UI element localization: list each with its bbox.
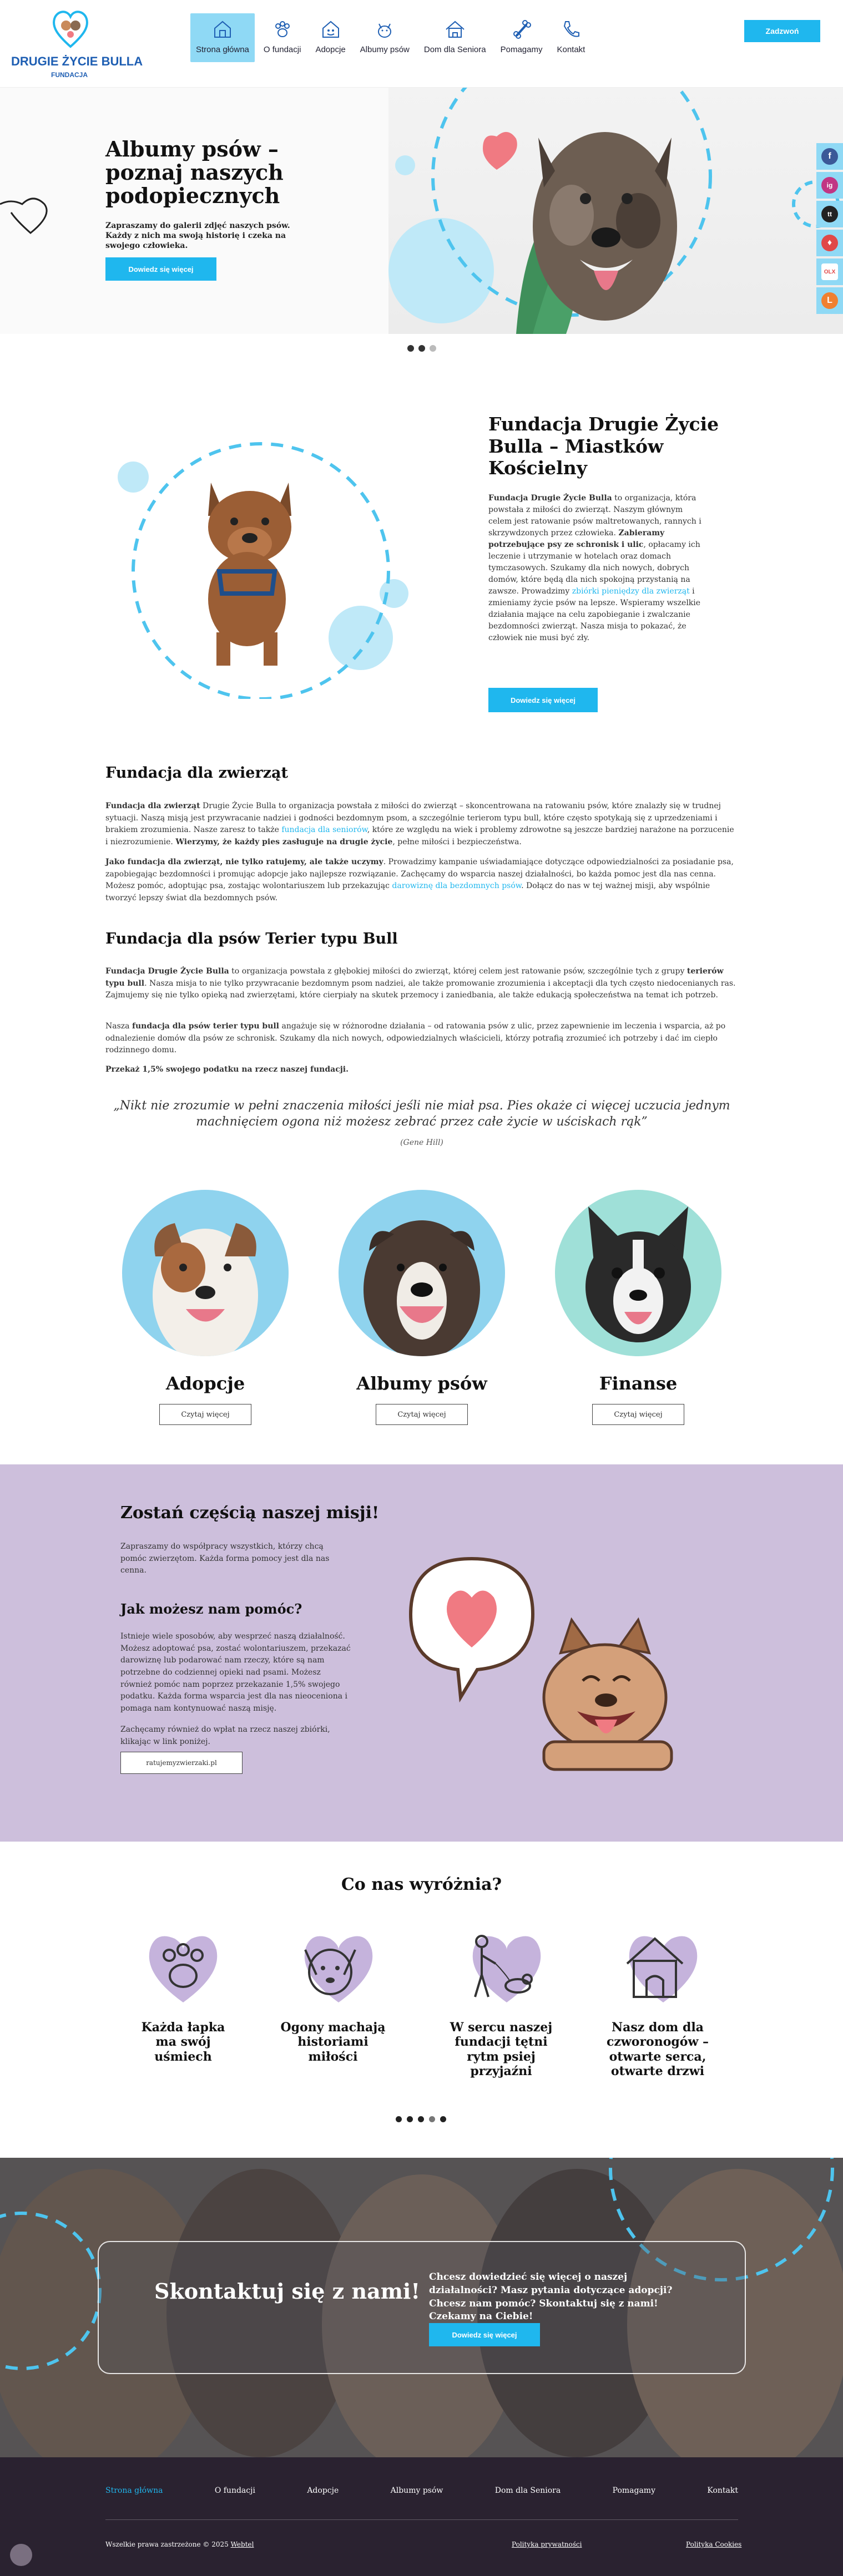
about-text-part: , opłacamy ich leczenie i utrzymanie w hotelach oraz domach tymczasowych. Szukamy dla nich nowych, dobrych domów, które będą dla nich spokojną przystanią na zawsze. Prowadzimy [488,540,700,596]
hero-title: Albumy psów – poznaj naszych podopiecznych [105,136,284,208]
card-title: Adopcje [165,1373,245,1394]
phone-icon [560,18,582,40]
footer-nav [105,2486,738,2495]
nav-home[interactable] [190,13,255,62]
hero-dog-photo [388,88,843,334]
copyright-text: Wszelkie prawa zastrzeżone © 2025 [105,2540,231,2548]
text-bold: Jako fundacja dla zwierząt, nie tylko ratujemy, ale także uczymy [105,858,383,866]
dog-photo-2 [339,1190,505,1356]
text-part: , pełne miłości i bezpieczeństwa. [392,838,522,847]
footer-nav-home[interactable]: Strona główna [105,2486,163,2495]
contact-box [98,2241,746,2374]
slider-dot[interactable] [440,2116,446,2122]
hero-text: Zapraszamy do galerii zdjęć naszych psów. Każdy z nich ma swoją historię i czeka na swojego człowieka. [105,221,290,251]
card-finances [555,1190,721,1428]
terrier-paragraph-1 [105,966,738,1002]
footer-nav-help[interactable]: Pomagamy [612,2486,655,2495]
feature-item [280,1925,386,2064]
nav-label: Albumy psów [360,45,410,54]
card-adoptions [122,1190,289,1428]
fundraiser-button[interactable] [816,230,843,256]
footer-divider [105,2519,738,2520]
nav-label: Adopcje [315,45,346,54]
about-title: Fundacja Drugie Życie Bulla – Miastków Kościelny [488,413,719,479]
walking-dog-heart-icon [454,1925,548,2008]
dog-heart-illustration [400,1553,677,1786]
seniors-link[interactable]: fundacja dla seniorów [281,825,367,835]
cookies-policy-link[interactable]: Polityka Cookies [686,2540,742,2548]
animals-title: Fundacja dla zwierząt [105,764,288,782]
slider-dot[interactable] [407,345,414,352]
support-button[interactable]: Zadzwoń [744,20,820,42]
olx-button[interactable] [816,258,843,285]
features-slider-dots [396,2116,446,2122]
text-part: angażuje się w różnorodne działania – od ratowania psów z ulic, przez zapewnienie im leczenia i wsparcia, aż po odnalezienie domów dla psów ze schronisk. Szukamy dla nich nowych, odpowiedzialnych właścicieli, którzy potrafią zrozumieć ich potrzeby i dać im ciepło rodzinnego domu. [105,1022,726,1055]
about-bold: Fundacja Drugie Życie Bulla [488,494,612,503]
mission-intro: Zapraszamy do współpracy wszystkich, którzy chcą pomóc zwierzętom. Każda forma pomocy jest dla nas cenna. [120,1542,330,1575]
feature-image [610,1925,705,2008]
mission-help-text: Istnieje wiele sposobów, aby wesprzeć naszą działalność. Możesz adoptować psa, zostać wolontariuszem, przekazać darowiznę lub podarować nam rzeczy, które są nam potrzebne do codziennej opieki nad psami. Możesz również pomóc nam poprzez przekazanie 1,5% swojego podatku. Każda forma wsparcia jest dla nas nieoceniona i pomaga nam kontynuować naszą misję. [120,1632,351,1713]
hero-text-panel [0,88,388,334]
about-dog-art [105,433,416,699]
logo[interactable] [11,6,143,83]
card-photo [122,1190,289,1356]
quote-text: „Nikt nie zrozumie w pełni znaczenia miłości jeśli nie miał psa. Pies okaże ci więcej uczucia jednym machnięciem ogona niż możesz zebrać przez całe życie w uściskach rąk” [113,1099,730,1129]
text-bold: terierów typu bull [105,967,724,988]
card-title: Albumy psów [356,1373,487,1394]
footer-nav-adoptions[interactable]: Adopcje [307,2486,339,2495]
text-bold: Fundacja dla zwierząt [105,802,200,810]
logo-subtitle: FUNDACJA [51,71,88,79]
copyright [105,2540,254,2548]
slider-dot[interactable] [418,2116,424,2122]
terrier-paragraph-2 [105,1021,738,1057]
card-title: Finanse [599,1373,678,1394]
paw-heart-icon [136,1925,230,2008]
mission-subtitle: Jak możesz nam pomóc? [120,1601,302,1617]
text-part: . Dołącz do nas w tej ważnej misji, aby wspólnie tworzyć lepszy świat dla bezdomnych psów. [105,881,710,903]
house-icon [444,18,466,40]
text-bold: Fundacja Drugie Życie Bulla [105,967,229,976]
fundraiser-button[interactable]: ratujemyzwierzaki.pl [120,1752,243,1774]
text-part: to organizacja powstała z głębokiej miłości do zwierząt, której celem jest ratowanie psów, szczególnie tych z grupy [229,967,687,976]
tax-note: Przekaż 1,5% swojego podatku na rzecz naszej fundacji. [105,1065,349,1074]
mission-fundraiser-text: Zachęcamy również do wpłat na rzecz naszej zbiórki, klikając w link poniżej. [120,1725,330,1746]
bone-icon [511,18,533,40]
feature-image [286,1925,380,2008]
speech-heart-dog-art [400,1553,677,1786]
feature-item [448,1925,554,2079]
feature-image [454,1925,548,2008]
animals-paragraph-1 [105,800,738,849]
cookie-settings-icon[interactable] [10,2544,32,2566]
tiktok-button[interactable] [816,201,843,227]
dog-heart-icon [286,1925,380,2008]
logo-heart-icon [51,6,90,50]
feature-title: Nasz dom dla czworonogów – otwarte serca, otwarte drzwi [606,2020,709,2079]
instagram-button[interactable] [816,172,843,199]
mission-section [0,1464,843,1842]
contact-text: Chcesz dowiedzieć się więcej o naszej działalności? Masz pytania dotyczące adopcji? Chcesz nam pomóc? Skontaktuj się z nami! Czekamy na Ciebie! [429,2271,673,2323]
instagram-icon: ig [821,177,838,194]
animals-paragraph-2 [105,856,738,905]
about-cta-button[interactable]: Dowiedz się więcej [488,688,598,712]
site-header [0,0,843,88]
about-text-part: i zmieniamy życie psów na lepsze. Wspieramy wszelkie działania mające na celu zapobieganie i zwalczanie bezdomności zwierząt. Nasza misja to pokazać, że człowiek nie musi być zły. [488,587,701,642]
text-bold: Wierzymy, że każdy pies zasługuje na drugie życie [175,838,393,847]
features-title: Co nas wyróżnia? [341,1875,502,1894]
webtel-link[interactable]: Webtel [230,2540,254,2548]
linktree-button[interactable] [816,287,843,314]
about-dog-illustration [105,433,416,699]
text-part: Drugie Życie Bulla to organizacja powstała z miłości do zwierząt – skoncentrowana na ratowaniu psów, które znalazły się w trudnej sytuacji. Naszą misją jest przywracanie nadziei i godności bezdomnym psom, a szczególnie terierom typu bull, które często spotykają się z uprzedzeniami i brakiem zrozumienia. Nasze zaresz to także [105,802,721,835]
dog-house-heart-icon [610,1925,705,2008]
read-more-button[interactable]: Czytaj więcej [592,1404,684,1425]
dog-face-icon [373,18,396,40]
card-albums [339,1190,505,1428]
fundraiser-link[interactable]: zbiórki pieniędzy dla zwierząt [572,587,690,596]
dog-photo-3 [555,1190,721,1356]
hero-illustration [388,88,843,334]
nav-label: O fundacji [263,45,301,54]
about-bold: Zabieramy potrzebujące psy ze schronisk i ulic [488,529,665,549]
text-part: . Nasza misja to nie tylko przywracanie bezdomnym psom nadziei, ale także promowanie zrozumienia i akceptacji dla tych często niedocenianych ras. Zajmujemy się nie tylko opieką nad zwierzętami, które cierpiały na skutek przemocy i zaniedbania, ale także edukacją społeczeństwa na temat ich potrzeb. [105,978,736,1000]
nav-label: Strona główna [196,45,249,54]
site-footer [0,2457,843,2576]
card-photo [339,1190,505,1356]
facebook-icon: f [821,148,838,165]
nav-adoptions[interactable] [310,13,351,62]
slider-dot[interactable] [429,2116,435,2122]
nav-help[interactable] [495,13,548,62]
feature-image [136,1925,230,2008]
contact-cta-button[interactable]: Dowiedz się więcej [429,2323,540,2346]
facebook-button[interactable] [816,143,843,170]
home-icon [211,18,234,40]
text-part: Nasza [105,1022,132,1031]
read-more-button[interactable]: Czytaj więcej [159,1404,251,1425]
nav-label: Kontakt [557,45,585,54]
tiktok-icon: tt [821,206,838,222]
nav-about[interactable] [258,13,307,62]
mission-title: Zostań częścią naszej misji! [120,1503,380,1523]
link-icon: L [821,292,838,309]
slider-dot[interactable] [430,345,436,352]
hero-slider-dots [407,345,436,352]
olx-icon: OLX [821,263,838,280]
drop-icon: ♦ [821,235,838,251]
donation-link[interactable]: darowiznę dla bezdomnych psów [392,881,522,891]
main-nav [190,13,590,62]
nav-label: Dom dla Seniora [423,45,486,54]
footer-nav-about[interactable]: O fundacji [214,2486,255,2495]
slider-dot[interactable] [418,345,425,352]
slider-dot[interactable] [407,2116,413,2122]
social-sidebar [816,143,843,314]
slider-dot[interactable] [396,2116,402,2122]
text-part: . Prowadzimy kampanie uświadamiające dotyczące odpowiedzialności za posiadanie psa, zapobiegając bezdomności i promując adopcje jako najlepsze rozwiązanie. Zachęcamy do wsparcia naszej działalności, bo każda pomoc jest dla nas cenna. Możesz pomóc, adoptując psa, zostając wolontariuszem lub przekazując [105,858,734,891]
about-text-part: to organizacja, która powstała z miłości do zwierząt. Naszym głównym celem jest ratowanie psów maltretowanych, rannych i skrzywdzonych przez człowieka. [488,494,701,537]
footer-nav-senior-home[interactable]: Dom dla Seniora [494,2486,561,2495]
feature-item [130,1925,236,2064]
read-more-button[interactable]: Czytaj więcej [376,1404,468,1425]
text-part: , które ze względu na wiek i problemy zdrowotne są jeszcze bardziej narażone na porzucenie i niezrozumienie. [105,825,734,847]
nav-albums[interactable] [355,13,415,62]
feature-item [605,1925,710,2079]
feature-title: Każda łapka ma swój uśmiech [141,2020,225,2064]
footer-nav-albums[interactable]: Albumy psów [390,2486,443,2495]
heart-outline-icon [0,182,61,237]
dog-photo-1 [122,1190,289,1356]
feature-title: W sercu naszej fundacji tętni rytm psiej przyjaźni [450,2020,553,2079]
nav-senior-home[interactable] [418,13,492,62]
dog-house-icon [320,18,342,40]
quote-author: (Gene Hill) [400,1138,443,1147]
hero-slider [0,88,843,334]
contact-title: Skontaktuj się z nami! [154,2279,421,2304]
card-photo [555,1190,721,1356]
footer-nav-contact[interactable]: Kontakt [707,2486,738,2495]
terrier-title: Fundacja dla psów Terier typu Bull [105,930,398,947]
paw-icon [271,18,294,40]
privacy-policy-link[interactable]: Polityka prywatności [512,2540,582,2548]
contact-section [0,2158,843,2457]
hero-cta-button[interactable]: Dowiedz się więcej [105,257,216,281]
logo-title: DRUGIE ŻYCIE BULLA [11,54,143,68]
text-bold: fundacja dla psów terier typu bull [132,1022,280,1031]
feature-title: Ogony machają historiami miłości [280,2020,386,2064]
nav-contact[interactable] [551,13,590,62]
nav-label: Pomagamy [500,45,543,54]
about-text [488,493,708,644]
